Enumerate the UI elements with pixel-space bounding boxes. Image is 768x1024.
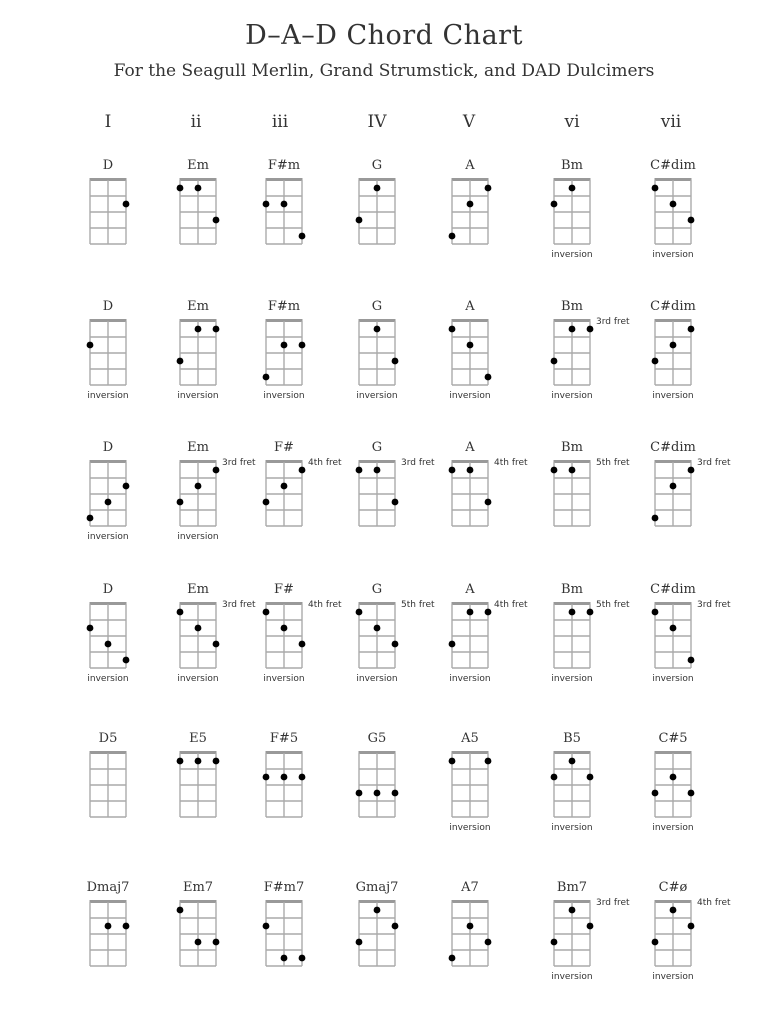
- fretboard-grid: [174, 177, 222, 247]
- inversion-label: inversion: [263, 674, 305, 684]
- inversion-label: inversion: [177, 674, 219, 684]
- fretboard-grid: [84, 899, 132, 969]
- finger-dot: [123, 483, 130, 490]
- finger-dot: [587, 923, 594, 930]
- finger-dot: [587, 774, 594, 781]
- finger-dot: [551, 358, 558, 365]
- finger-dot: [551, 939, 558, 946]
- finger-dot: [374, 907, 381, 914]
- finger-dot: [449, 326, 456, 333]
- inversion-label: inversion: [87, 674, 129, 684]
- finger-dot: [123, 201, 130, 208]
- chord-name: A: [465, 440, 475, 455]
- finger-dot: [449, 641, 456, 648]
- finger-dot: [449, 955, 456, 962]
- fretboard-grid: [446, 899, 494, 969]
- finger-dot: [670, 625, 677, 632]
- finger-dot: [281, 625, 288, 632]
- finger-dot: [688, 467, 695, 474]
- finger-dot: [587, 326, 594, 333]
- fretboard-grid: [84, 750, 132, 820]
- fretboard-grid: [353, 601, 401, 671]
- finger-dot: [485, 758, 492, 765]
- fretboard-grid: [649, 459, 697, 529]
- numeral-V: V: [462, 112, 476, 132]
- fretboard-grid: [649, 750, 697, 820]
- finger-dot: [213, 641, 220, 648]
- finger-dot: [263, 499, 270, 506]
- inversion-label: inversion: [551, 391, 593, 401]
- finger-dot: [195, 939, 202, 946]
- fretboard-grid: [649, 177, 697, 247]
- chord-name: C#dim: [650, 299, 696, 314]
- finger-dot: [670, 483, 677, 490]
- finger-dot: [356, 939, 363, 946]
- fretboard-grid: [174, 459, 222, 529]
- fretboard-grid: [649, 601, 697, 671]
- finger-dot: [467, 923, 474, 930]
- finger-dot: [374, 467, 381, 474]
- finger-dot: [263, 923, 270, 930]
- chord-name: B5: [563, 731, 581, 746]
- finger-dot: [485, 939, 492, 946]
- chord-name: Bm7: [556, 880, 588, 895]
- chord-name: A: [465, 299, 475, 314]
- fret-position-label: 4th fret: [494, 458, 528, 468]
- finger-dot: [356, 609, 363, 616]
- inversion-label: inversion: [87, 532, 129, 542]
- chord-name: Em7: [182, 880, 214, 895]
- fretboard-grid: [446, 459, 494, 529]
- finger-dot: [213, 467, 220, 474]
- chord-name: Gmaj7: [355, 880, 399, 895]
- fretboard-grid: [649, 899, 697, 969]
- finger-dot: [374, 625, 381, 632]
- finger-dot: [105, 641, 112, 648]
- finger-dot: [263, 774, 270, 781]
- inversion-label: inversion: [356, 391, 398, 401]
- finger-dot: [213, 326, 220, 333]
- finger-dot: [299, 342, 306, 349]
- chord-name: A5: [461, 731, 479, 746]
- finger-dot: [485, 609, 492, 616]
- finger-dot: [449, 758, 456, 765]
- fretboard-grid: [84, 601, 132, 671]
- finger-dot: [569, 758, 576, 765]
- inversion-label: inversion: [551, 674, 593, 684]
- numeral-vii: vii: [660, 112, 682, 132]
- chord-name: Bm: [561, 299, 583, 314]
- fretboard-grid: [353, 459, 401, 529]
- finger-dot: [670, 342, 677, 349]
- finger-dot: [485, 374, 492, 381]
- finger-dot: [105, 499, 112, 506]
- fret-position-label: 3rd fret: [596, 898, 630, 908]
- inversion-label: inversion: [652, 823, 694, 833]
- inversion-label: inversion: [177, 391, 219, 401]
- finger-dot: [281, 201, 288, 208]
- chord-name: Dmaj7: [86, 880, 130, 895]
- chord-name: Em: [187, 299, 209, 314]
- finger-dot: [281, 342, 288, 349]
- fret-position-label: 5th fret: [596, 600, 630, 610]
- inversion-label: inversion: [356, 674, 398, 684]
- finger-dot: [356, 217, 363, 224]
- inversion-label: inversion: [177, 532, 219, 542]
- finger-dot: [688, 923, 695, 930]
- finger-dot: [356, 790, 363, 797]
- chord-name: F#: [274, 582, 294, 597]
- fret-position-label: 3rd fret: [222, 458, 256, 468]
- finger-dot: [467, 342, 474, 349]
- chord-name: D5: [98, 731, 118, 746]
- fret-position-label: 3rd fret: [222, 600, 256, 610]
- fret-position-label: 4th fret: [697, 898, 731, 908]
- finger-dot: [177, 758, 184, 765]
- chord-name: D: [102, 582, 114, 597]
- fretboard-grid: [548, 177, 596, 247]
- fret-position-label: 4th fret: [494, 600, 528, 610]
- fretboard-grid: [174, 899, 222, 969]
- finger-dot: [281, 774, 288, 781]
- fretboard-grid: [84, 177, 132, 247]
- finger-dot: [177, 358, 184, 365]
- fretboard-grid: [548, 318, 596, 388]
- fretboard-grid: [353, 899, 401, 969]
- fretboard-grid: [353, 318, 401, 388]
- chord-name: F#m7: [263, 880, 305, 895]
- fretboard-grid: [84, 459, 132, 529]
- inversion-label: inversion: [652, 972, 694, 982]
- finger-dot: [374, 790, 381, 797]
- finger-dot: [569, 907, 576, 914]
- fretboard-grid: [260, 177, 308, 247]
- finger-dot: [392, 358, 399, 365]
- finger-dot: [449, 233, 456, 240]
- finger-dot: [299, 641, 306, 648]
- chord-name: Bm: [561, 582, 583, 597]
- fretboard-grid: [649, 318, 697, 388]
- chord-name: Bm: [561, 158, 583, 173]
- page-title: D–A–D Chord Chart: [245, 20, 523, 51]
- finger-dot: [177, 499, 184, 506]
- finger-dot: [177, 907, 184, 914]
- finger-dot: [105, 923, 112, 930]
- finger-dot: [195, 185, 202, 192]
- finger-dot: [263, 201, 270, 208]
- finger-dot: [392, 923, 399, 930]
- fretboard-grid: [548, 750, 596, 820]
- fretboard-grid: [260, 318, 308, 388]
- fretboard-grid: [548, 601, 596, 671]
- finger-dot: [569, 467, 576, 474]
- finger-dot: [467, 201, 474, 208]
- inversion-label: inversion: [652, 250, 694, 260]
- finger-dot: [652, 790, 659, 797]
- finger-dot: [299, 774, 306, 781]
- fret-position-label: 4th fret: [308, 600, 342, 610]
- chord-name: G: [371, 582, 383, 597]
- finger-dot: [299, 467, 306, 474]
- chord-name: Em: [187, 440, 209, 455]
- chord-name: A7: [461, 880, 479, 895]
- finger-dot: [652, 515, 659, 522]
- finger-dot: [551, 774, 558, 781]
- finger-dot: [281, 955, 288, 962]
- fretboard-grid: [353, 177, 401, 247]
- inversion-label: inversion: [449, 391, 491, 401]
- numeral-iii: iii: [271, 112, 289, 132]
- fretboard-grid: [174, 601, 222, 671]
- finger-dot: [195, 758, 202, 765]
- finger-dot: [374, 326, 381, 333]
- fretboard-grid: [174, 318, 222, 388]
- inversion-label: inversion: [652, 674, 694, 684]
- fretboard-grid: [446, 318, 494, 388]
- finger-dot: [195, 326, 202, 333]
- finger-dot: [392, 499, 399, 506]
- chord-name: Bm: [561, 440, 583, 455]
- finger-dot: [551, 467, 558, 474]
- chord-name: D: [102, 299, 114, 314]
- finger-dot: [87, 342, 94, 349]
- inversion-label: inversion: [449, 823, 491, 833]
- finger-dot: [569, 609, 576, 616]
- finger-dot: [688, 790, 695, 797]
- finger-dot: [688, 326, 695, 333]
- finger-dot: [263, 609, 270, 616]
- fret-position-label: 5th fret: [401, 600, 435, 610]
- finger-dot: [688, 657, 695, 664]
- chord-name: F#: [274, 440, 294, 455]
- finger-dot: [467, 467, 474, 474]
- finger-dot: [177, 185, 184, 192]
- inversion-label: inversion: [449, 674, 491, 684]
- finger-dot: [263, 374, 270, 381]
- inversion-label: inversion: [652, 391, 694, 401]
- numeral-vi: vi: [564, 112, 580, 132]
- finger-dot: [392, 790, 399, 797]
- inversion-label: inversion: [551, 823, 593, 833]
- page-subtitle: For the Seagull Merlin, Grand Strumstick, and DAD Dulcimers: [113, 61, 655, 81]
- finger-dot: [670, 201, 677, 208]
- fretboard-grid: [84, 318, 132, 388]
- finger-dot: [652, 609, 659, 616]
- finger-dot: [87, 515, 94, 522]
- finger-dot: [652, 358, 659, 365]
- numeral-ii: ii: [190, 112, 202, 132]
- finger-dot: [467, 609, 474, 616]
- fretboard-grid: [260, 750, 308, 820]
- numeral-I: I: [104, 112, 112, 132]
- fretboard-grid: [260, 899, 308, 969]
- finger-dot: [281, 483, 288, 490]
- finger-dot: [213, 217, 220, 224]
- chord-name: C#dim: [650, 440, 696, 455]
- fretboard-grid: [260, 601, 308, 671]
- fret-position-label: 3rd fret: [697, 458, 731, 468]
- fret-position-label: 5th fret: [596, 458, 630, 468]
- chord-name: F#m: [267, 299, 301, 314]
- inversion-label: inversion: [551, 972, 593, 982]
- fretboard-grid: [446, 601, 494, 671]
- finger-dot: [551, 201, 558, 208]
- inversion-label: inversion: [551, 250, 593, 260]
- fret-position-label: 4th fret: [308, 458, 342, 468]
- finger-dot: [485, 499, 492, 506]
- finger-dot: [587, 609, 594, 616]
- finger-dot: [87, 625, 94, 632]
- fretboard-grid: [548, 459, 596, 529]
- inversion-label: inversion: [263, 391, 305, 401]
- chord-name: Em: [187, 582, 209, 597]
- finger-dot: [213, 939, 220, 946]
- finger-dot: [688, 217, 695, 224]
- chord-name: D: [102, 158, 114, 173]
- chord-name: C#5: [658, 731, 688, 746]
- finger-dot: [356, 467, 363, 474]
- chord-name: Em: [187, 158, 209, 173]
- finger-dot: [299, 955, 306, 962]
- chord-name: F#5: [269, 731, 299, 746]
- fret-position-label: 3rd fret: [596, 317, 630, 327]
- finger-dot: [652, 185, 659, 192]
- fretboard-grid: [548, 899, 596, 969]
- finger-dot: [123, 923, 130, 930]
- finger-dot: [123, 657, 130, 664]
- finger-dot: [485, 185, 492, 192]
- chord-name: G5: [367, 731, 387, 746]
- finger-dot: [177, 609, 184, 616]
- chord-name: G: [371, 158, 383, 173]
- numeral-IV: IV: [367, 112, 387, 132]
- finger-dot: [652, 939, 659, 946]
- fret-position-label: 3rd fret: [401, 458, 435, 468]
- finger-dot: [299, 233, 306, 240]
- fretboard-grid: [446, 750, 494, 820]
- finger-dot: [392, 641, 399, 648]
- finger-dot: [569, 326, 576, 333]
- fretboard-grid: [353, 750, 401, 820]
- chord-name: D: [102, 440, 114, 455]
- fretboard-grid: [446, 177, 494, 247]
- chord-name: C#dim: [650, 582, 696, 597]
- finger-dot: [374, 185, 381, 192]
- chord-name: G: [371, 299, 383, 314]
- inversion-label: inversion: [87, 391, 129, 401]
- finger-dot: [213, 758, 220, 765]
- chord-name: E5: [189, 731, 207, 746]
- finger-dot: [670, 774, 677, 781]
- chord-name: G: [371, 440, 383, 455]
- finger-dot: [670, 907, 677, 914]
- chord-name: A: [465, 158, 475, 173]
- chord-name: C#dim: [650, 158, 696, 173]
- chord-name: A: [465, 582, 475, 597]
- chord-name: F#m: [267, 158, 301, 173]
- finger-dot: [449, 467, 456, 474]
- chord-name: C#ø: [658, 880, 688, 895]
- finger-dot: [195, 625, 202, 632]
- fret-position-label: 3rd fret: [697, 600, 731, 610]
- fretboard-grid: [174, 750, 222, 820]
- finger-dot: [195, 483, 202, 490]
- finger-dot: [569, 185, 576, 192]
- fretboard-grid: [260, 459, 308, 529]
